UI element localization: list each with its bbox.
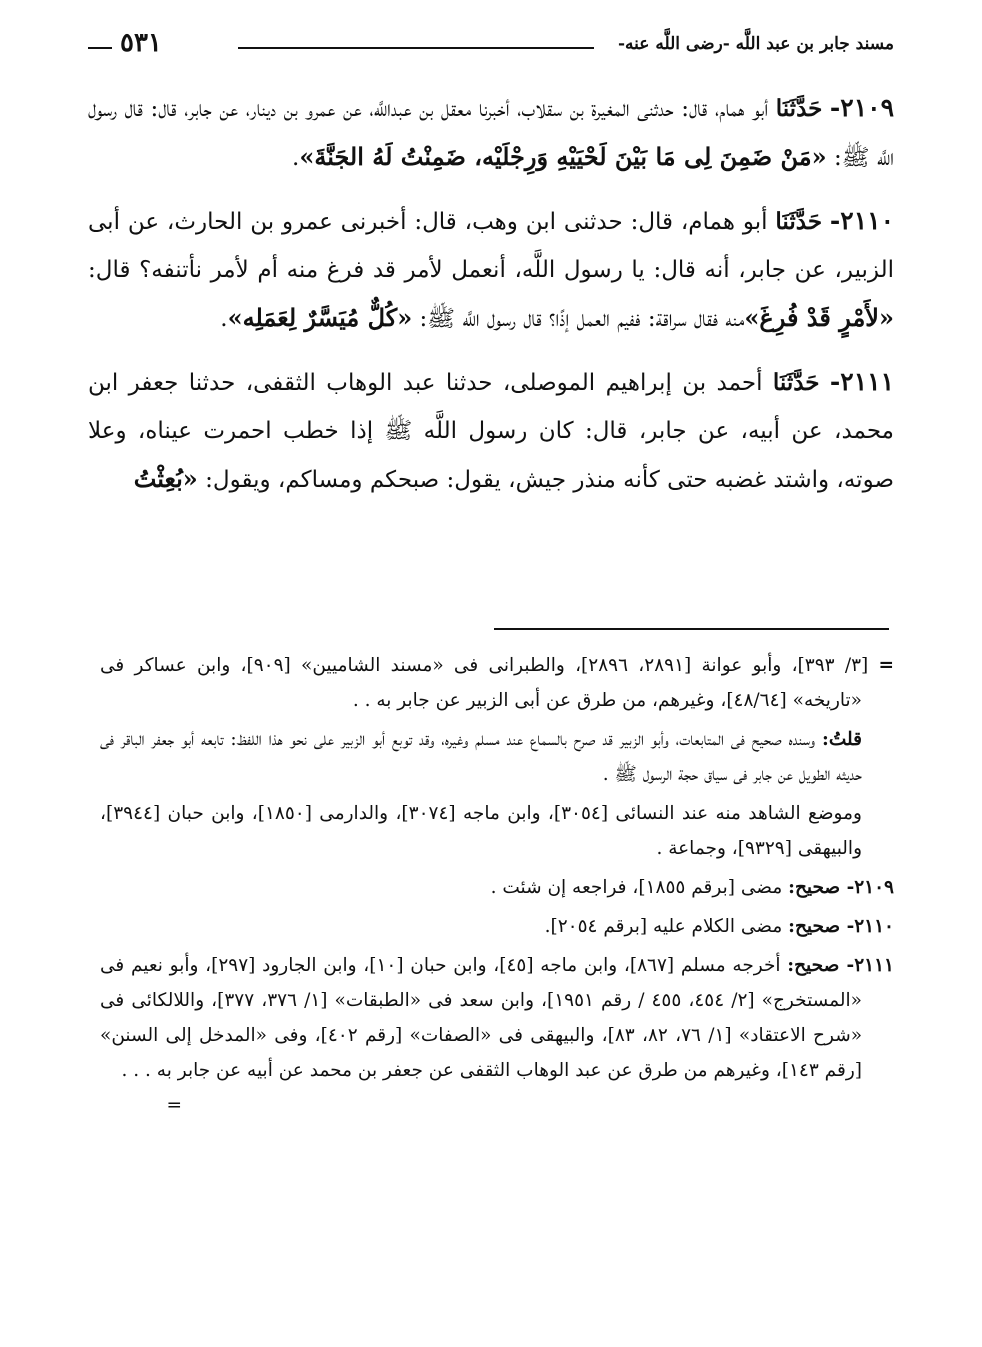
haddathana-word: حَدَّثَنَا (775, 208, 823, 235)
main-text (88, 84, 894, 519)
footnote-lead: ٢١١١- صحيح: (787, 955, 894, 976)
hadith-isnad: أبو همام، قال: حدثنى المغيرة بن سقلاب، أخبرنا معقل بن عبداللَّه، عن عمرو بن دينار، عن جابر، قال: قال رسول اللَّه ﷺ: (88, 96, 894, 171)
hadith-matn: «مَنْ ضَمِنَ لِى مَا بَيْنَ لَحْيَيْهِ وَرِجْلَيْه، ضَمِنْتُ لَهُ الجَنَّةَ» (299, 142, 827, 171)
footnote-text: مضى [برقم ١٨٥٥]، فراجعه إن شئت . (490, 877, 783, 898)
haddathana-word: حَدَّثَنَا (772, 369, 820, 396)
hadith-matn-2: «كُلٌّ مُيَسَّرٌ لِعَمَلِه» (227, 303, 413, 332)
hadith-matn: «بُعِثْتُ (133, 464, 198, 493)
hadith-number: ٢١٠٩- (829, 93, 895, 122)
footnote-2111: ٢١١١- صحيح: أخرجه مسلم [٨٦٧]، وابن ماجه [٤٥]، وابن حبان [١٠]، وابن الجارود [٢٩٧]، وأبو نعيم فى «المستخرج» [٢/ ٤٥٤، ٤٥٥ / رقم ١٩٥١]، وابن سعد فى «الطبقات» [١/ ٣٧٦، ٣٧٧]، واللالكائى فى «شرح الاعتقاد» [١/ ٧٦، ٨٢، ٨٣]، والبيهقى فى «الصفات» [رقم ٤٠٢]، وفى «المدخل إلى السنن» [رقم ١٤٣]، وغيرهم من طرق عن عبد الوهاب الثقفى عن جعفر بن محمد عن أبيه عن جابر به . . . = (100, 955, 894, 1116)
hadith-end: . (292, 145, 300, 171)
hadith-text: منه فقال سراقة: ففيم العمل إذًا؟ قال رسول اللَّه ﷺ: (419, 306, 745, 332)
footnote-text: [٣/ ٣٩٣]، وأبو عوانة [٢٨٩١، ٢٨٩٦]، والطبرانى فى «مسند الشاميين» [٩٠٩]، وابن عساكر فى «تاريخه» [٤٨/٦٤]، وغيرهم، من طرق عن أبى الزبير عن جابر به . . (100, 655, 869, 711)
footnote-text: وموضع الشاهد منه عند النسائى [٣٠٥٤]، وابن ماجه [٣٠٧٤]، والدارمى [١٨٥٠]، وابن حبان [٣٩٤٤]، والبيهقى [٩٣٢٩]، وجماعة . (100, 803, 862, 859)
footnote-witness (100, 796, 894, 866)
footnote-text: وسنده صحيح فى المتابعات، وأبو الزبير قد صرح بالسماع عند مسلم وغيره، وقد توبع أبو الزبير على نحو هذا اللفظ: تابعه أبو جعفر الباقر فى حديثه الطويل عن جابر فى سياق حجة الرسول ﷺ . (100, 729, 862, 785)
footnote-lead: قلتُ: (822, 729, 862, 750)
footnotes (100, 648, 894, 1123)
footnote-text: مضى الكلام عليه [برقم ٢٠٥٤]. (544, 916, 783, 937)
footnote-text: أخرجه مسلم [٨٦٧]، وابن ماجه [٤٥]، وابن حبان [١٠]، وابن الجارود [٢٩٧]، وأبو نعيم فى «المستخرج» [٢/ ٤٥٤، ٤٥٥ / رقم ١٩٥١]، وابن سعد فى «الطبقات» [١/ ٣٧٦، ٣٧٧]، واللالكائى فى «شرح الاعتقاد» [١/ ٧٦، ٨٢، ٨٣]، والبيهقى فى «الصفات» [رقم ٤٠٢]، وفى «المدخل إلى السنن» [رقم ١٤٣]، وغيرهم من طرق عن عبد الوهاب الثقفى عن جعفر بن محمد عن أبيه عن جابر به . . . (100, 955, 863, 1081)
hadith-number: ٢١١٠- (829, 206, 894, 235)
page-number: ٥٣١ (120, 28, 162, 58)
header-rule (238, 47, 594, 49)
haddathana-word: حَدَّثَنَا (775, 95, 823, 122)
footnote-2110 (100, 909, 894, 944)
hadith-2110 (88, 197, 894, 343)
hadith-number: ٢١١١- (829, 367, 895, 396)
hadith-isnad: أحمد بن إبراهيم الموصلى، حدثنا عبد الوهاب الثقفى، حدثنا جعفر ابن محمد، عن أبيه، عن جابر، قال: كان رسول اللَّه ﷺ إذا خطب احمرت عيناه، وعلا صوته، واشتد غضبه حتى كأنه منذر جيش، يقول: صبحكم ومساكم، ويقول: (88, 370, 894, 493)
footnote-lead: ٢١٠٩- صحيح: (788, 877, 894, 898)
footnote-2109 (100, 870, 894, 905)
hadith-end: . (220, 306, 228, 332)
footnote-separator (494, 628, 889, 630)
footnote-lead: ٢١١٠- صحيح: (788, 916, 894, 937)
hadith-isnad: أبو همام، قال: حدثنى ابن وهب، قال: أخبرنى عمرو بن الحارث، عن أبى الزبير، عن جابر، أنه قال: يا رسول اللَّه، أنعمل لأمر قد فرغ منه أم لأمر نأتنفه؟ قال: (88, 209, 894, 283)
page-header (88, 28, 894, 64)
hadith-2109 (88, 84, 894, 182)
footnote-lead: = (878, 655, 895, 676)
footnote-continuation (100, 648, 894, 718)
hadith-matn: «لأَمْرٍ قَدْ فُرِغَ» (744, 303, 894, 332)
running-title: مسند جابر بن عبد اللَّه -رضى اللَّه عنه- (617, 34, 894, 54)
hadith-2111 (88, 358, 894, 504)
footnote-comment (100, 722, 894, 792)
header-dash (88, 47, 112, 49)
